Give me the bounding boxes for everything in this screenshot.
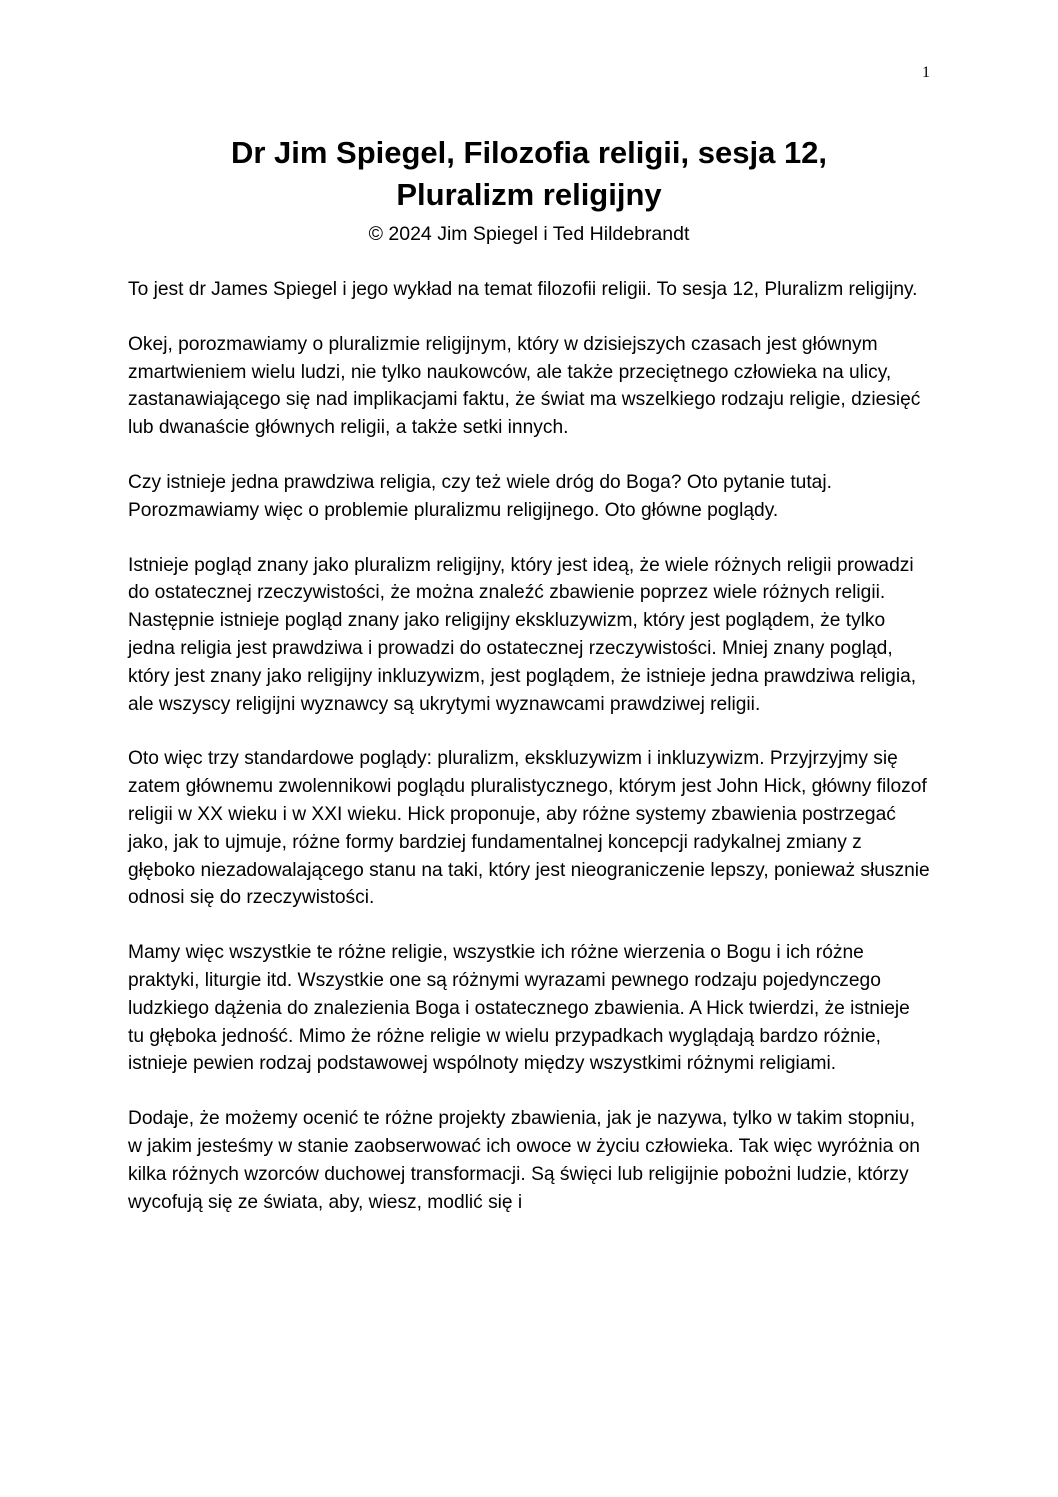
paragraph: Okej, porozmawiamy o pluralizmie religijnym, który w dzisiejszych czasach jest głównym zmartwieniem wielu ludzi, nie tylko naukowców, ale także przeciętnego człowieka na ulicy, zastanawiającego się nad implikacjami faktu, że świat ma wszelkiego rodzaju religie, dziesięć lub dwanaście głównych religii, a także setki innych. (128, 333, 921, 439)
title-line-1: Dr Jim Spiegel, Filozofia religii, sesja 12, (230, 135, 828, 170)
paragraph: Mamy więc wszystkie te różne religie, wszystkie ich różne wierzenia o Bogu i ich różne praktyki, liturgie itd. Wszystkie one są różnymi wyrazami pewnego rodzaju pojedynczego ludzkiego dążenia do znalezienia Boga i ostatecznego zbawienia. A Hick twierdzi, że istnieje tu głęboka jedność. Mimo że różne religie w wielu przypadkach wyglądają bardzo różnie, istnieje pewien rodzaj podstawowej wspólnoty między wszystkimi różnymi religiami. (128, 942, 910, 1075)
title-block (128, 132, 930, 248)
title-line-2: Pluralizm religijny (396, 177, 662, 212)
paragraph: Istnieje pogląd znany jako pluralizm religijny, który jest ideą, że wiele różnych religii prowadzi do ostatecznej rzeczywistości, że można znaleźć zbawienie poprzez wiele różnych religii. Następnie istnieje pogląd znany jako religijny ekskluzywizm, który jest poglądem, że tylko jedna religia jest prawdziwa i prowadzi do ostatecznej rzeczywistości. Mniej znany pogląd, który jest znany jako religijny inkluzywizm, jest poglądem, że istnieje jedna prawdziwa religia, ale wszyscy religijni wyznawcy są ukrytymi wyznawcami prawdziwej religii. (128, 554, 917, 715)
copyright-line: © 2024 Jim Spiegel i Ted Hildebrandt (368, 223, 690, 245)
body-text (128, 276, 930, 1243)
page-number: 1 (922, 64, 930, 81)
paragraph: Dodaje, że możemy ocenić te różne projekty zbawienia, jak je nazywa, tylko w takim stopniu, w jakim jesteśmy w stanie zaobserwować ich owoce w życiu człowieka. Tak więc wyróżnia on kilka różnych wzorców duchowej transformacji. Są święci lub religijnie pobożni ludzie, którzy wycofują się ze świata, aby, wiesz, modlić się i (128, 1108, 920, 1213)
document-title (128, 132, 930, 216)
paragraph: To jest dr James Spiegel i jego wykład na temat filozofii religii. To sesja 12, Pluralizm religijny. (128, 279, 918, 300)
paragraph: Oto więc trzy standardowe poglądy: pluralizm, ekskluzywizm i inkluzywizm. Przyjrzyjmy się zatem głównemu zwolennikowi poglądu pluralistycznego, którym jest John Hick, główny filozof religii w XX wieku i w XXI wieku. Hick proponuje, aby różne systemy zbawienia postrzegać jako, jak to ujmuje, różne formy bardziej fundamentalnej koncepcji radykalnej zmiany z głęboko niezadowalającego stanu na taki, który jest nieograniczenie lepszy, ponieważ słusznie odnosi się do rzeczywistości. (128, 748, 930, 909)
paragraph: Czy istnieje jedna prawdziwa religia, czy też wiele dróg do Boga? Oto pytanie tutaj. Porozmawiamy więc o problemie pluralizmu religijnego. Oto główne poglądy. (128, 471, 832, 521)
